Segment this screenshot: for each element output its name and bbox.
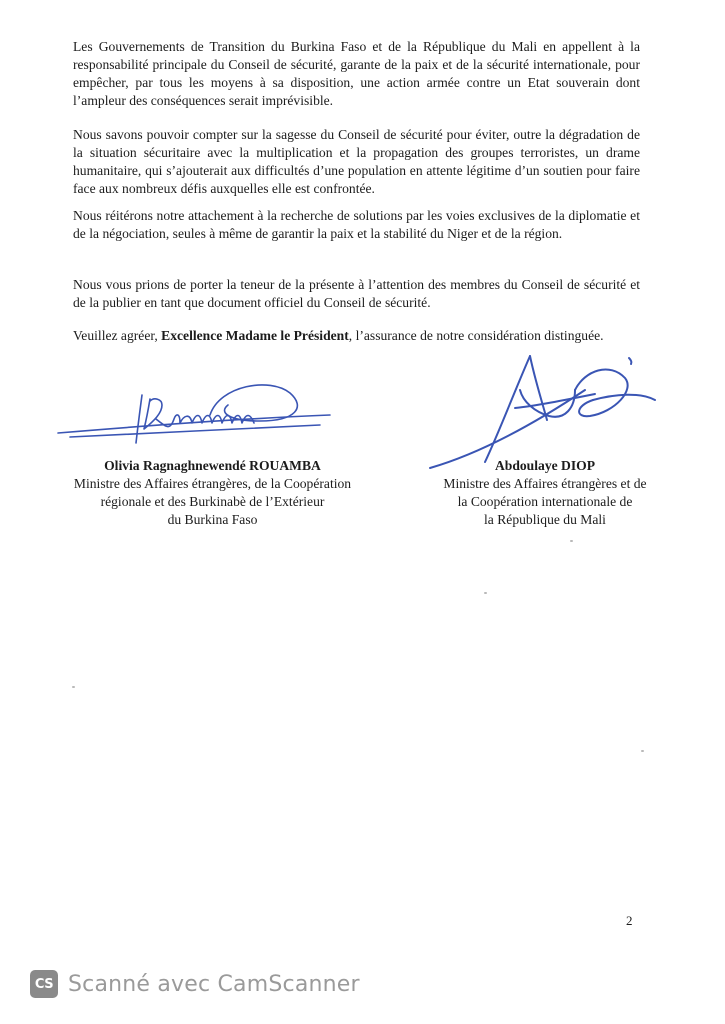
paragraph-security-council-appeal: Les Gouvernements de Transition du Burkina Faso et de la République du Mali en appellent à la responsabilité principale du Conseil de sécurité, garante de la paix et de la sécurité internationale, pour empêcher, par tous les moyens à sa disposition, une action armée contre un Etat souverain dont l’ampleur des conséquences serait imprévisible. [73,39,640,108]
scan-speck [570,540,573,542]
signatory-title-line: la République du Mali [484,512,606,527]
paragraph-diplomacy-commitment: Nous réitérons notre attachement à la recherche de solutions par les voies exclusives de la diplomatie et de la négociation, seules à même de garantir la paix et la stabilité du Niger et de la région. [73,208,640,241]
paragraph-humanitarian-concern: Nous savons pouvoir compter sur la sagesse du Conseil de sécurité pour éviter, outre la dégradation de la situation sécuritaire avec la multiplication et la propagation des groupes terroristes, un drame humanitaire, qui s’ajouterait aux difficultés d’une population en attente légitime d’un soutien pour faire face aux nombreux défis auxquelles elle est confrontée. [73,127,640,196]
paragraph-publication-request: Nous vous prions de porter la teneur de la présente à l’attention des membres du Conseil de sécurité et de la publier en tant que document officiel du Conseil de sécurité. [73,277,640,310]
signatory-block-burkina-faso [45,457,380,529]
signatory-title-line: régionale et des Burkinabè de l’Extérieur [100,494,325,509]
signatory-name-left: Olivia Ragnaghnewendé ROUAMBA [104,458,321,473]
scanner-watermark [30,968,360,1000]
camscanner-logo-icon: CS [30,970,58,998]
closing-text-before: Veuillez agréer, [73,328,162,343]
scan-speck [641,750,644,752]
paragraph-closing [73,327,640,345]
closing-addressee: Excellence Madame le Président [161,328,349,343]
page-number: 2 [626,913,633,928]
signatory-name-right: Abdoulaye DIOP [494,458,596,473]
closing-text-after: , l’assurance de notre considération distinguée. [348,328,604,343]
scan-speck [72,686,75,688]
signatory-title-line: Ministre des Affaires étrangères, de la Coopération [73,476,352,491]
signatory-title-line: la Coopération internationale de [457,494,633,509]
signatory-block-mali [410,457,680,529]
signature-left [50,375,340,450]
watermark-text: Scanné avec CamScanner [68,971,360,997]
signatory-title-line: Ministre des Affaires étrangères et de [443,476,647,491]
signatory-title-line: du Burkina Faso [167,512,258,527]
scan-speck [484,592,487,594]
